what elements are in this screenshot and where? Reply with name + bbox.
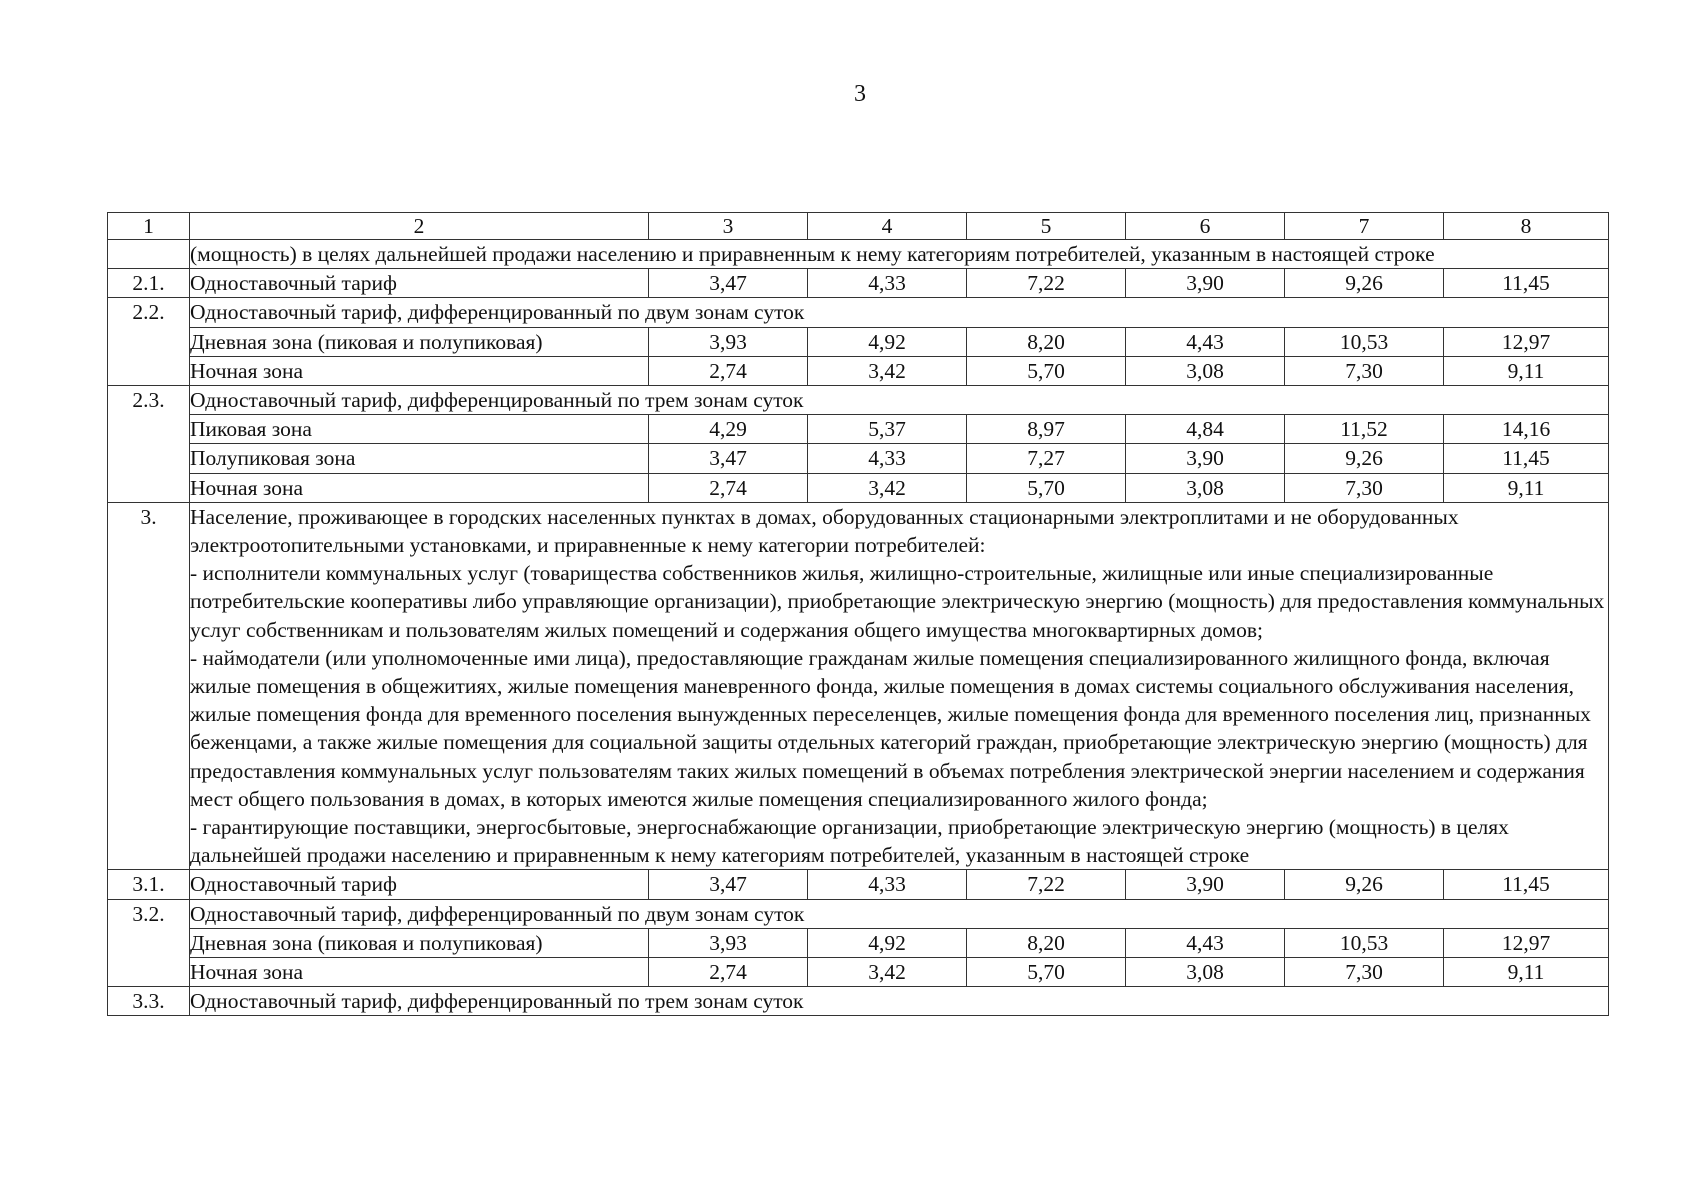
row-number-cell: 3.2. <box>108 899 190 987</box>
value-cell: 3,90 <box>1126 269 1285 298</box>
row-label-cell: Ночная зона <box>190 473 649 502</box>
value-cell: 8,97 <box>967 415 1126 444</box>
table-header-row <box>108 213 1609 240</box>
table-row <box>108 444 1609 473</box>
table-row <box>108 269 1609 298</box>
table-row <box>108 327 1609 356</box>
header-cell: 8 <box>1444 213 1609 240</box>
value-cell: 5,70 <box>967 958 1126 987</box>
table-row <box>108 298 1609 327</box>
row-number-cell: 2.3. <box>108 386 190 503</box>
value-cell: 7,30 <box>1285 356 1444 385</box>
value-cell: 3,47 <box>649 269 808 298</box>
value-cell: 3,47 <box>649 444 808 473</box>
value-cell: 3,42 <box>808 356 967 385</box>
value-cell: 8,20 <box>967 928 1126 957</box>
value-cell: 12,97 <box>1444 928 1609 957</box>
row-number-cell: 3. <box>108 502 190 870</box>
header-cell: 1 <box>108 213 190 240</box>
page-number: 3 <box>854 81 866 107</box>
table-row <box>108 356 1609 385</box>
value-cell: 3,42 <box>808 958 967 987</box>
row-number-cell: 2.2. <box>108 298 190 386</box>
table-row <box>108 473 1609 502</box>
table-row <box>108 899 1609 928</box>
value-cell: 10,53 <box>1285 928 1444 957</box>
row-label-cell: Полупиковая зона <box>190 444 649 473</box>
header-cell: 3 <box>649 213 808 240</box>
row-label-cell: Ночная зона <box>190 958 649 987</box>
value-cell: 11,52 <box>1285 415 1444 444</box>
value-cell: 3,90 <box>1126 870 1285 899</box>
value-cell: 9,11 <box>1444 473 1609 502</box>
value-cell: 4,92 <box>808 327 967 356</box>
row-number-cell: 2.1. <box>108 269 190 298</box>
row-number-cell: 3.1. <box>108 870 190 899</box>
row-label-cell: Дневная зона (пиковая и полупиковая) <box>190 928 649 957</box>
value-cell: 3,08 <box>1126 473 1285 502</box>
value-cell: 12,97 <box>1444 327 1609 356</box>
category-description-cell <box>190 502 1609 870</box>
category-item: - исполнители коммунальных услуг (товарищества собственников жилья, жилищно-строительные, жилищные или иные специализированные потребительские кооперативы либо управляющие организации), приобретающие электрическую энергию (мощность) для предоставления коммунальных услуг собственникам и пользователям жилых помещений и содержания общего имущества многоквартирных домов; <box>190 561 1605 642</box>
value-cell: 3,90 <box>1126 444 1285 473</box>
value-cell: 8,20 <box>967 327 1126 356</box>
value-cell: 7,27 <box>967 444 1126 473</box>
row-label-cell: Ночная зона <box>190 356 649 385</box>
tariff-table <box>107 212 1609 1016</box>
row-label-cell: Дневная зона (пиковая и полупиковая) <box>190 327 649 356</box>
value-cell: 9,11 <box>1444 356 1609 385</box>
value-cell: 3,93 <box>649 327 808 356</box>
table-row <box>108 987 1609 1016</box>
value-cell: 9,26 <box>1285 269 1444 298</box>
value-cell: 9,11 <box>1444 958 1609 987</box>
header-cell: 7 <box>1285 213 1444 240</box>
value-cell: 2,74 <box>649 473 808 502</box>
value-cell: 2,74 <box>649 958 808 987</box>
row-number-cell: 3.3. <box>108 987 190 1016</box>
value-cell: 3,08 <box>1126 356 1285 385</box>
value-cell: 5,70 <box>967 356 1126 385</box>
value-cell: 4,29 <box>649 415 808 444</box>
value-cell: 2,74 <box>649 356 808 385</box>
value-cell: 11,45 <box>1444 269 1609 298</box>
value-cell: 9,26 <box>1285 444 1444 473</box>
value-cell: 14,16 <box>1444 415 1609 444</box>
value-cell: 4,33 <box>808 444 967 473</box>
value-cell: 10,53 <box>1285 327 1444 356</box>
row-label-cell: Одноставочный тариф <box>190 870 649 899</box>
value-cell: 4,33 <box>808 269 967 298</box>
value-cell: 11,45 <box>1444 870 1609 899</box>
category-item: - наймодатели (или уполномоченные ими лица), предоставляющие гражданам жилые помещения специализированного жилищного фонда, включая жилые помещения в общежитиях, жилые помещения маневренного фонда, жилые помещения в домах системы социального обслуживания населения, жилые помещения фонда для временного поселения вынужденных переселенцев, жилые помещения фонда для временного поселения лиц, признанных беженцами, а также жилые помещения для социальной защиты отдельных категорий граждан, приобретающие электрическую энергию (мощность) для предоставления коммунальных услуг пользователям таких жилых помещений в объемах потребления электрической энергии населением и содержания мест общего пользования в домах, в которых имеются жилые помещения специализированного жилого фонда; <box>190 645 1591 811</box>
row-number-cell <box>108 240 190 269</box>
value-cell: 5,37 <box>808 415 967 444</box>
value-cell: 4,43 <box>1126 327 1285 356</box>
value-cell: 11,45 <box>1444 444 1609 473</box>
table-row <box>108 240 1609 269</box>
category-item: - гарантирующие поставщики, энергосбытовые, энергоснабжающие организации, приобретающие электрическую энергию (мощность) в целях дальнейшей продажи населению и приравненным к нему категориям потребителей, указанным в настоящей строке <box>190 815 1509 868</box>
row-label-cell: Пиковая зона <box>190 415 649 444</box>
header-cell: 5 <box>967 213 1126 240</box>
value-cell: 4,92 <box>808 928 967 957</box>
row-label-cell: Одноставочный тариф, дифференцированный по трем зонам суток <box>190 386 1609 415</box>
continuation-text: (мощность) в целях дальнейшей продажи населению и приравненным к нему категориям потребителей, указанным в настоящей строке <box>190 240 1609 269</box>
value-cell: 7,30 <box>1285 473 1444 502</box>
value-cell: 7,22 <box>967 870 1126 899</box>
value-cell: 4,43 <box>1126 928 1285 957</box>
table-row <box>108 928 1609 957</box>
row-label-cell: Одноставочный тариф, дифференцированный по трем зонам суток <box>190 987 1609 1016</box>
value-cell: 9,26 <box>1285 870 1444 899</box>
value-cell: 5,70 <box>967 473 1126 502</box>
table-row <box>108 870 1609 899</box>
value-cell: 4,33 <box>808 870 967 899</box>
value-cell: 4,84 <box>1126 415 1285 444</box>
value-cell: 3,08 <box>1126 958 1285 987</box>
value-cell: 7,22 <box>967 269 1126 298</box>
category-intro: Население, проживающее в городских населенных пунктах в домах, оборудованных стационарными электроплитами и не оборудованных электроотопительными установками, и приравненные к нему категории потребителей: <box>190 504 1459 558</box>
row-label-cell: Одноставочный тариф <box>190 269 649 298</box>
row-label-cell: Одноставочный тариф, дифференцированный по двум зонам суток <box>190 298 1609 327</box>
table-row <box>108 415 1609 444</box>
table-row <box>108 502 1609 870</box>
row-label-cell: Одноставочный тариф, дифференцированный по двум зонам суток <box>190 899 1609 928</box>
table-row <box>108 958 1609 987</box>
value-cell: 3,93 <box>649 928 808 957</box>
value-cell: 3,47 <box>649 870 808 899</box>
value-cell: 3,42 <box>808 473 967 502</box>
value-cell: 7,30 <box>1285 958 1444 987</box>
header-cell: 4 <box>808 213 967 240</box>
table-row <box>108 386 1609 415</box>
header-cell: 6 <box>1126 213 1285 240</box>
header-cell: 2 <box>190 213 649 240</box>
